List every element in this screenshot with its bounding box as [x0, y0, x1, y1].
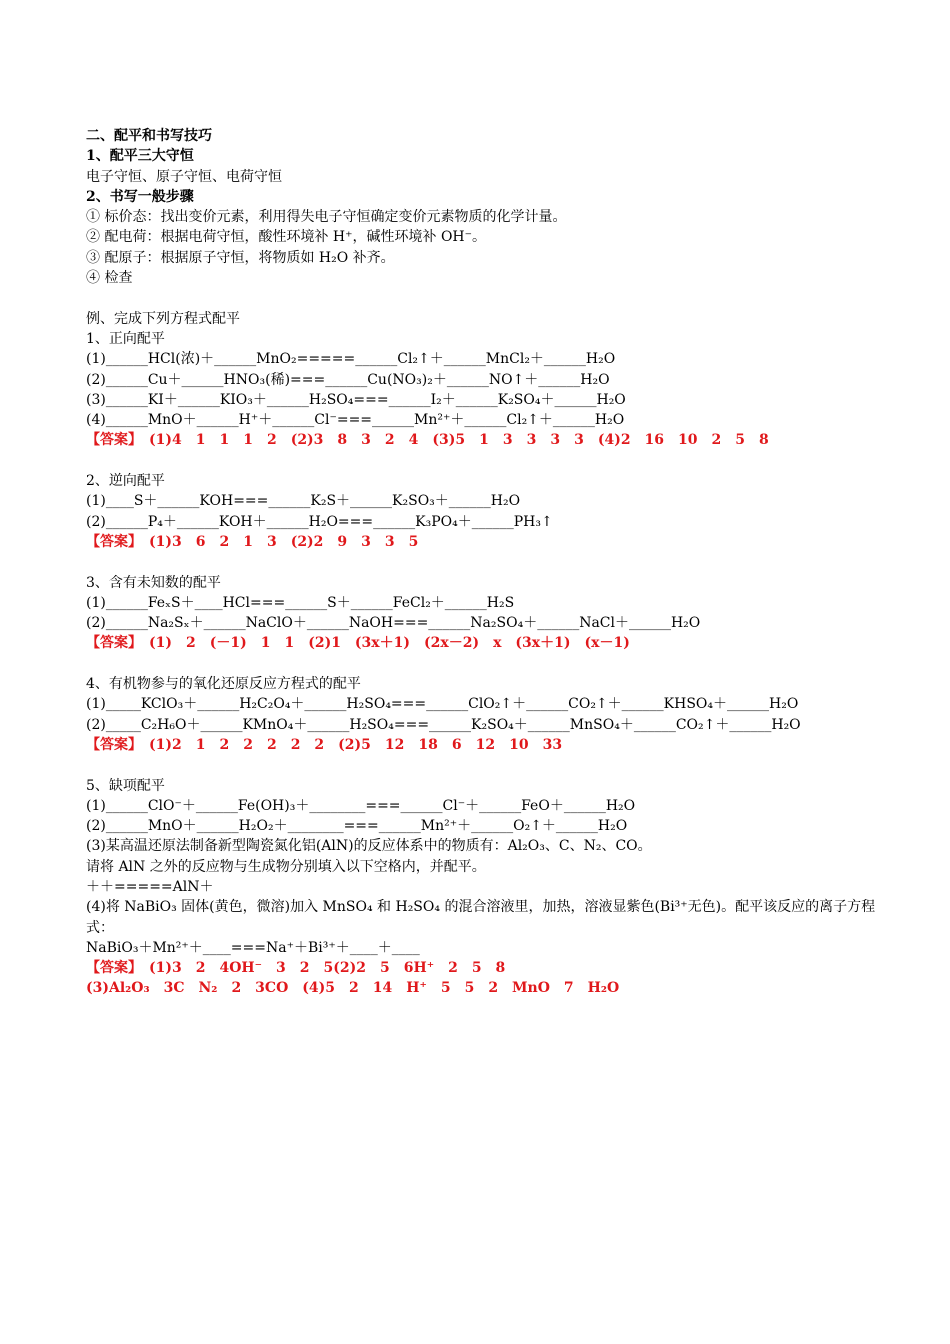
question-4: (4)将 NaBiO₃ 固体(黄色，微溶)加入 MnSO₄ 和 H₂SO₄ 的混合溶液里，加热，溶液显紫色(Bi³⁺无色)。配平该反应的离子方程式： [86, 899, 876, 936]
spacer [86, 288, 876, 308]
step-item: ① 标价态：找出变价元素，利用得失电子守恒确定变价元素物质的化学计量。 [86, 209, 567, 226]
equation: (2)______MnO＋______H₂O₂＋________===______Mn²⁺＋______O₂↑＋______H₂O [86, 818, 628, 835]
spacer [86, 451, 876, 471]
group-title: 5、缺项配平 [86, 777, 165, 794]
example-intro: 例、完成下列方程式配平 [86, 310, 240, 327]
equation: (2)______Na₂Sₓ＋______NaClO＋______NaOH===______Na₂SO₄＋______NaCl＋______H₂O [86, 615, 701, 632]
answer: 【答案】 (1)3 2 4OH⁻ 3 2 5(2)2 5 6H⁺ 2 5 8 [86, 960, 506, 977]
equation: (2)______Cu＋______HNO₃(稀)===______Cu(NO₃)₂＋______NO↑＋______H₂O [86, 371, 610, 388]
spacer [86, 755, 876, 775]
question-4-equation: NaBiO₃＋Mn²⁺＋____===Na⁺＋Bi³⁺＋____＋____ [86, 939, 420, 956]
answer: 【答案】 (1)3 6 2 1 3 (2)2 9 3 3 5 [86, 533, 419, 550]
equation: (1)______FeₓS＋____HCl===______S＋______FeCl₂＋______H₂S [86, 594, 515, 611]
subsection-title-conservation: 1、配平三大守恒 [86, 148, 194, 165]
equation: (4)______MnO＋______H⁺＋______Cl⁻===______Mn²⁺＋______Cl₂↑＋______H₂O [86, 412, 625, 429]
equation: (1)_____KClO₃＋______H₂C₂O₄＋______H₂SO₄===______ClO₂↑＋______CO₂↑＋______KHSO₄＋______H₂O [86, 696, 799, 713]
spacer [86, 654, 876, 674]
equation: (1)____S＋______KOH===______K₂S＋______K₂SO₃＋______H₂O [86, 493, 521, 510]
answer: 【答案】 (1)4 1 1 1 2 (2)3 8 3 2 4 (3)5 1 3 3 3 3 (4)2 16 10 2 5 8 [86, 432, 769, 449]
group-title: 2、逆向配平 [86, 473, 165, 490]
equation: (3)______KI＋______KIO₃＋______H₂SO₄===______I₂＋______K₂SO₄＋______H₂O [86, 391, 626, 408]
group-title: 4、有机物参与的氧化还原反应方程式的配平 [86, 676, 361, 693]
answer: 【答案】 (1)2 1 2 2 2 2 2 (2)5 12 18 6 12 10 33 [86, 736, 563, 753]
document-page [86, 126, 876, 999]
step-item: ③ 配原子：根据原子守恒，将物质如 H₂O 补齐。 [86, 249, 395, 266]
question-3: (3)某高温还原法制备新型陶瓷氮化铝(AlN)的反应体系中的物质有：Al₂O₃、C、N₂、CO。 [86, 838, 652, 855]
section-title: 二、配平和书写技巧 [86, 128, 212, 144]
answer: (3)Al₂O₃ 3C N₂ 2 3CO (4)5 2 14 H⁺ 5 5 2 MnO 7 H₂O [86, 980, 620, 997]
conservation-text: 电子守恒、原子守恒、电荷守恒 [86, 168, 282, 185]
step-item: ④ 检查 [86, 270, 133, 287]
subsection-title-steps: 2、书写一般步骤 [86, 188, 194, 205]
group-title: 1、正向配平 [86, 330, 165, 347]
question-3-blank: ＋＋=====AlN＋ [86, 878, 214, 895]
answer: 【答案】 (1) 2 (－1) 1 1 (2)1 (3x＋1) (2x－2) x (3x＋1) (x－1) [86, 635, 630, 652]
spacer [86, 552, 876, 572]
question-3-prompt: 请将 AlN 之外的反应物与生成物分别填入以下空格内，并配平。 [86, 858, 486, 875]
equation: (1)______ClO⁻＋______Fe(OH)₃＋________===______Cl⁻＋______FeO＋______H₂O [86, 797, 636, 814]
equation: (2)______P₄＋______KOH＋______H₂O===______K₃PO₄＋______PH₃↑ [86, 513, 553, 530]
equation: (2)_____C₂H₆O＋______KMnO₄＋______H₂SO₄===______K₂SO₄＋______MnSO₄＋______CO₂↑＋______H₂O [86, 716, 801, 733]
step-item: ② 配电荷：根据电荷守恒，酸性环境补 H⁺，碱性环境补 OH⁻。 [86, 229, 487, 246]
group-title: 3、含有未知数的配平 [86, 574, 221, 591]
equation: (1)______HCl(浓)＋______MnO₂=====______Cl₂↑＋______MnCl₂＋______H₂O [86, 351, 616, 368]
